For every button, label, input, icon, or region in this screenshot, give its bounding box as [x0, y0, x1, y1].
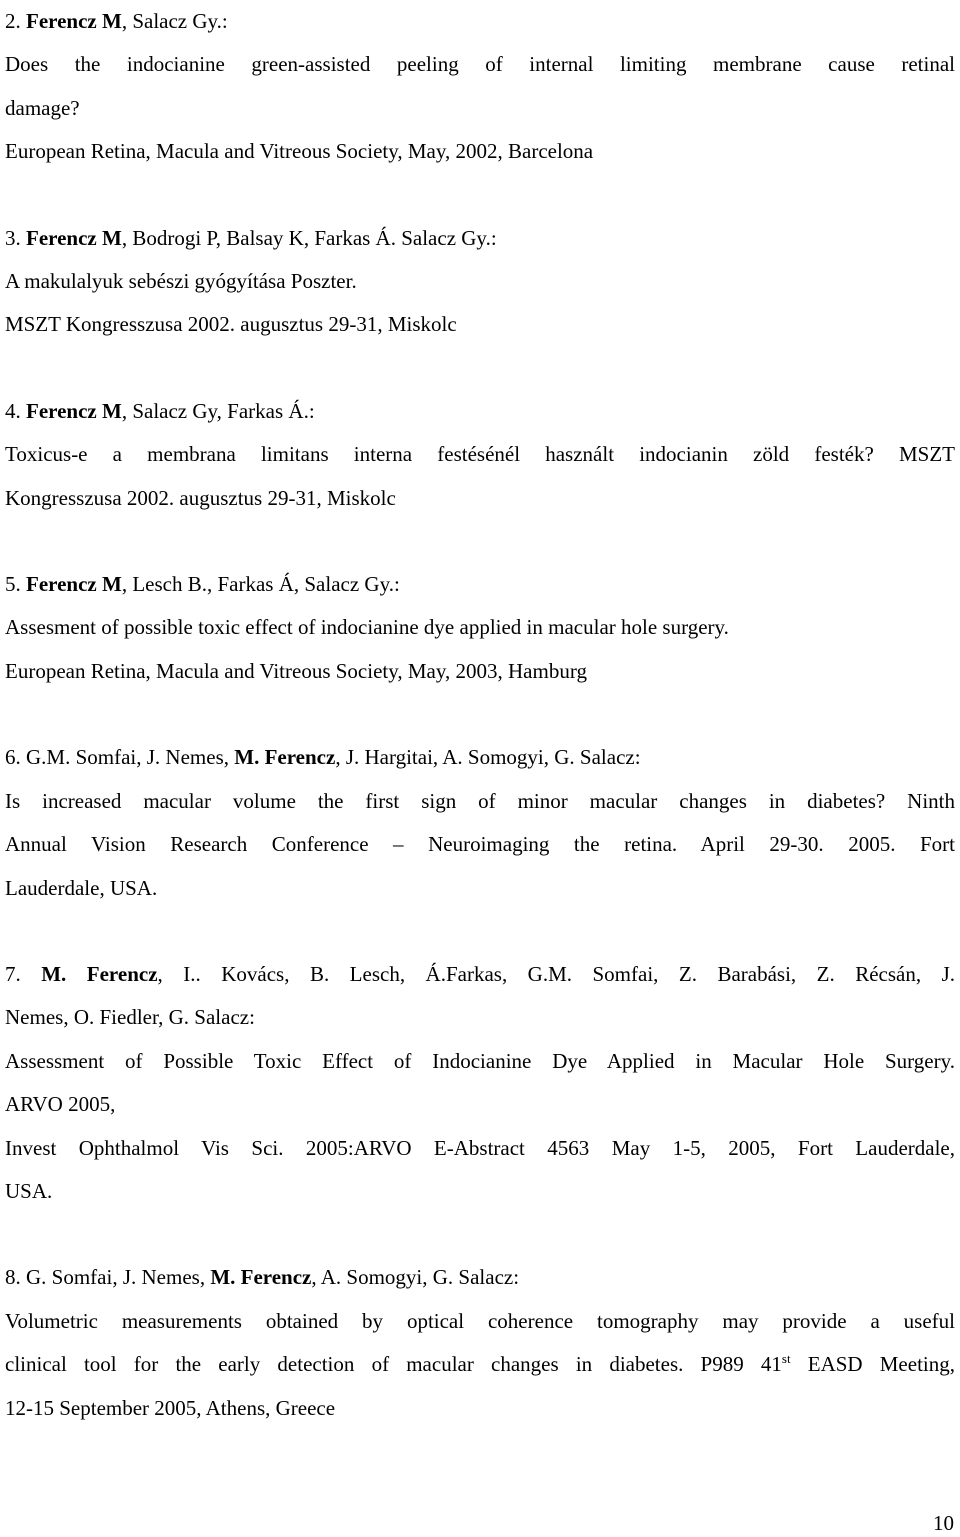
authors-rest: , A. Somogyi, G. Salacz: — [311, 1265, 520, 1290]
author-highlight: Ferencz M — [26, 9, 122, 33]
entry-venue: Lauderdale, USA. — [5, 875, 158, 900]
author-highlight: M. Ferencz — [234, 745, 336, 770]
author-highlight: Ferencz M — [26, 225, 122, 250]
publication-entry-4 — [5, 390, 955, 520]
entry-authors — [5, 563, 955, 606]
ordinal-suffix: st — [781, 1351, 791, 1367]
entry-title-line: Assesment of possible toxic effect of indocianine dye applied in macular hole surgery. — [5, 615, 729, 640]
entry-number: 6. — [5, 745, 21, 770]
entry-number: 4. — [5, 398, 21, 423]
entry-authors — [5, 1256, 955, 1299]
authors-rest: , J. Hargitai, A. Somogyi, G. Salacz: — [335, 745, 641, 770]
entry-venue: European Retina, Macula and Vitreous Society, May, 2003, Hamburg — [5, 658, 587, 683]
entry-title-line: Toxicus-e a membrana limitans interna festésénél használt indocianin zöld festék? MSZT — [5, 442, 955, 467]
authors-rest: , Salacz Gy.: — [121, 9, 228, 33]
publication-entry-6 — [5, 736, 955, 910]
entry-number: 7. — [5, 961, 21, 986]
entry-venue-text: EASD Meeting, — [790, 1352, 955, 1377]
publication-entry-8 — [5, 1256, 955, 1430]
entry-title-line: Assessment of Possible Toxic Effect of Indocianine Dye Applied in Macular Hole Surgery. — [5, 1048, 955, 1073]
entry-number: 2. — [5, 9, 21, 33]
entry-venue: Annual Vision Research Conference – Neuroimaging the retina. April 29-30. 2005. Fort — [5, 832, 955, 857]
entry-venue: Invest Ophthalmol Vis Sci. 2005:ARVO E-Abstract 4563 May 1-5, 2005, Fort Lauderdale, — [5, 1135, 955, 1160]
author-highlight: M. Ferencz — [210, 1265, 312, 1290]
entry-authors — [5, 0, 955, 43]
author-highlight: Ferencz M — [26, 572, 122, 597]
entry-number: 8. — [5, 1265, 21, 1290]
entry-authors — [5, 953, 955, 996]
entry-authors-continued: Nemes, O. Fiedler, G. Salacz: — [5, 1005, 255, 1030]
entry-venue: MSZT Kongresszusa 2002. augusztus 29-31, Miskolc — [5, 312, 457, 337]
publication-entry-7 — [5, 953, 955, 1213]
publication-entry-3 — [5, 217, 955, 347]
entry-title-line: A makulalyuk sebészi gyógyítása Poszter. — [5, 269, 357, 294]
authors-rest: , I.. Kovács, B. Lesch, Á.Farkas, G.M. Somfai, Z. Barabási, Z. Récsán, J. — [157, 961, 956, 986]
entry-venue: European Retina, Macula and Vitreous Society, May, 2002, Barcelona — [5, 139, 594, 164]
entry-venue: ARVO 2005, — [5, 1092, 116, 1117]
author-highlight: Ferencz M — [26, 398, 122, 423]
publication-entry-2 — [5, 0, 955, 174]
entry-venue: Kongresszusa 2002. augusztus 29-31, Miskolc — [5, 485, 396, 510]
entry-title-line: damage? — [5, 95, 80, 120]
authors-lead: G. Somfai, J. Nemes, — [26, 1265, 211, 1290]
document-page — [5, 0, 955, 1430]
authors-rest: , Bodrogi P, Balsay K, Farkas Á. Salacz Gy.: — [121, 225, 497, 250]
entry-venue: 12-15 September 2005, Athens, Greece — [5, 1395, 336, 1420]
authors-rest: , Lesch B., Farkas Á, Salacz Gy.: — [121, 572, 400, 597]
entry-title-text: clinical tool for the early detection of macular changes in diabetes. P989 41 — [5, 1352, 782, 1377]
entry-authors — [5, 390, 955, 433]
entry-venue: USA. — [5, 1178, 53, 1203]
entry-title-line: Does the indocianine green-assisted peeling of internal limiting membrane cause retinal — [5, 52, 955, 77]
entry-authors — [5, 736, 955, 779]
entry-title-line: Volumetric measurements obtained by optical coherence tomography may provide a useful — [5, 1308, 955, 1333]
page-number: 10 — [933, 1511, 954, 1535]
entry-title-line — [5, 1343, 955, 1386]
authors-rest: , Salacz Gy, Farkas Á.: — [121, 398, 315, 423]
authors-lead: G.M. Somfai, J. Nemes, — [26, 745, 235, 770]
entry-authors — [5, 217, 955, 260]
entry-number: 5. — [5, 572, 21, 597]
entry-title-line: Is increased macular volume the first sign of minor macular changes in diabetes? Ninth — [5, 788, 955, 813]
publication-entry-5 — [5, 563, 955, 693]
author-highlight: M. Ferencz — [41, 961, 158, 986]
entry-number: 3. — [5, 225, 21, 250]
